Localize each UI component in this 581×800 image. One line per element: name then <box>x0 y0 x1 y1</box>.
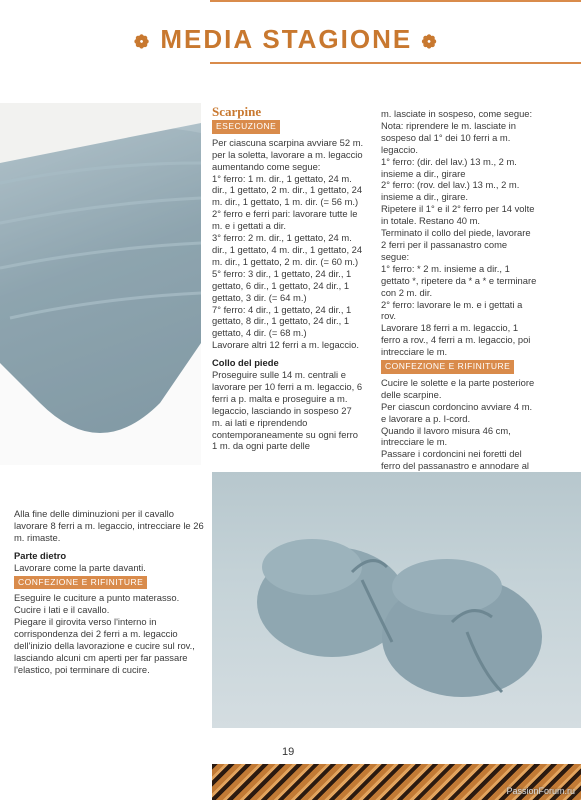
paragraph: Per ciascun cordoncino avviare 4 m. e lavorare a p. I-cord. <box>381 400 533 424</box>
paragraph: 1° ferro: * 2 m. insieme a dir., 1 gettato *, ripetere da * a * e terminare con 2 m. dir. <box>381 262 537 298</box>
paragraph: Lavorare altri 12 ferri a m. legaccio. <box>212 339 359 351</box>
paragraph: Proseguire sulle 14 m. centrali e lavorare per 10 ferri a m. legaccio, 6 ferri a p. malta e proseguire a m. legaccio, lasciando in sospeso 27 m. ai lati e riprendendo contemporaneamente su ogni ferro 1 m. da ogni parte delle <box>212 369 363 452</box>
header <box>0 0 581 88</box>
photo-knitted-bloomers <box>0 103 201 465</box>
paragraph-text: Passare i cordoncini nei foretti del ferro del passanastro e annodare al <box>381 448 530 472</box>
paragraph: 2° ferro e ferri pari: lavorare tutte le m. e i gettati a dir. <box>212 208 358 232</box>
paragraph: Nota: riprendere le m. lasciate in sospeso dal 1° dei 10 ferri a m. legaccio. <box>381 119 516 155</box>
paragraph: Terminato il collo del piede, lavorare 2 ferri per il passanastro come segue: <box>381 227 531 262</box>
paragraph: 7° ferro: 4 dir., 1 gettato, 24 dir., 1 gettato, 8 dir., 1 gettato, 24 dir., 1 gettato, 4 dir. (= 68 m.) <box>212 303 352 339</box>
header-top-rule <box>210 0 581 2</box>
paragraph: Per ciascuna scarpina avviare 52 m. per la soletta, lavorare a m. legaccio aumentando come segue: <box>212 136 364 172</box>
subheading-parte-dietro: Parte dietro <box>14 549 67 561</box>
paragraph: m. lasciate in sospeso, come segue: <box>381 108 533 119</box>
paragraph: 2° ferro: (rov. del lav.) 13 m., 2 m. insieme a dir., girare. <box>381 179 520 203</box>
paragraph: 2° ferro: lavorare le m. e i gettati a rov. <box>381 298 523 322</box>
header-rule <box>210 62 581 64</box>
section-title-scarpine: Scarpine <box>212 104 262 119</box>
paragraph: 5° ferro: 3 dir., 1 gettato, 24 dir., 1 gettato, 6 dir., 1 gettato, 24 dir., 1 gettato, 3 dir. (= 64 m.) <box>212 267 352 303</box>
paragraph: Eseguire le cuciture a punto materasso. <box>14 592 180 604</box>
photo-knitted-booties <box>212 472 581 728</box>
paragraph: Quando il lavoro misura 46 cm, intrecciare le m. <box>381 424 511 448</box>
page-title-text: MEDIA STAGIONE <box>160 24 413 54</box>
column-continued <box>381 108 537 484</box>
paragraph: Lavorare come la parte davanti. <box>14 561 146 573</box>
paragraph: Lavorare 18 ferri a m. legaccio, 1 ferro a rov., 4 ferri a m. legaccio, poi intrecciare le m. <box>381 322 531 358</box>
paragraph: Cucire le solette e la parte posteriore delle scarpine. <box>381 376 535 400</box>
paragraph: Ripetere il 1° e il 2° ferro per 14 volte in totale. Restano 40 m. <box>381 203 535 227</box>
tag-confezione: CONFEZIONE E RIFINITURE <box>381 360 514 374</box>
paragraph: Alla fine delle diminuzioni per il cavallo lavorare 8 ferri a m. legaccio, intrecciare le 26 m. rimaste. <box>14 508 204 543</box>
page-title <box>134 24 439 55</box>
paragraph: Piegare il girovita verso l'interno in corrispondenza dei 2 ferri a m. legaccio dell'inizio della lavorazione e cucire sul rov., lasciando alcuni cm aperti per far passare l'elastico, poi terminare di cucire. <box>14 616 195 675</box>
paragraph: 3° ferro: 2 m. dir., 1 gettato, 24 m. dir., 1 gettato, 4 m. dir., 1 gettato, 24 m. dir., 1 gettato, 2 m. dir. (= 60 m.) <box>212 232 363 267</box>
tag-confezione: CONFEZIONE E RIFINITURE <box>14 576 147 590</box>
watermark: PassionForum.ru <box>506 786 575 796</box>
paragraph: 1° ferro: 1 m. dir., 1 gettato, 24 m. dir., 1 gettato, 2 m. dir., 1 gettato, 24 m. dir., 1 gettato, 1 m. dir. (= 56 m.) <box>212 172 363 208</box>
column-scarpine <box>212 106 364 452</box>
column-left <box>14 508 206 676</box>
flower-icon: ❁ <box>421 32 439 52</box>
paragraph: Cucire i lati e il cavallo. <box>14 604 110 616</box>
flower-icon: ❁ <box>134 32 152 52</box>
page-number: 19 <box>282 746 295 758</box>
paragraph: 1° ferro: (dir. del lav.) 13 m., 2 m. insieme a dir., girare <box>381 155 517 179</box>
tag-esecuzione: ESECUZIONE <box>212 120 280 134</box>
subheading-collo: Collo del piede <box>212 357 279 369</box>
